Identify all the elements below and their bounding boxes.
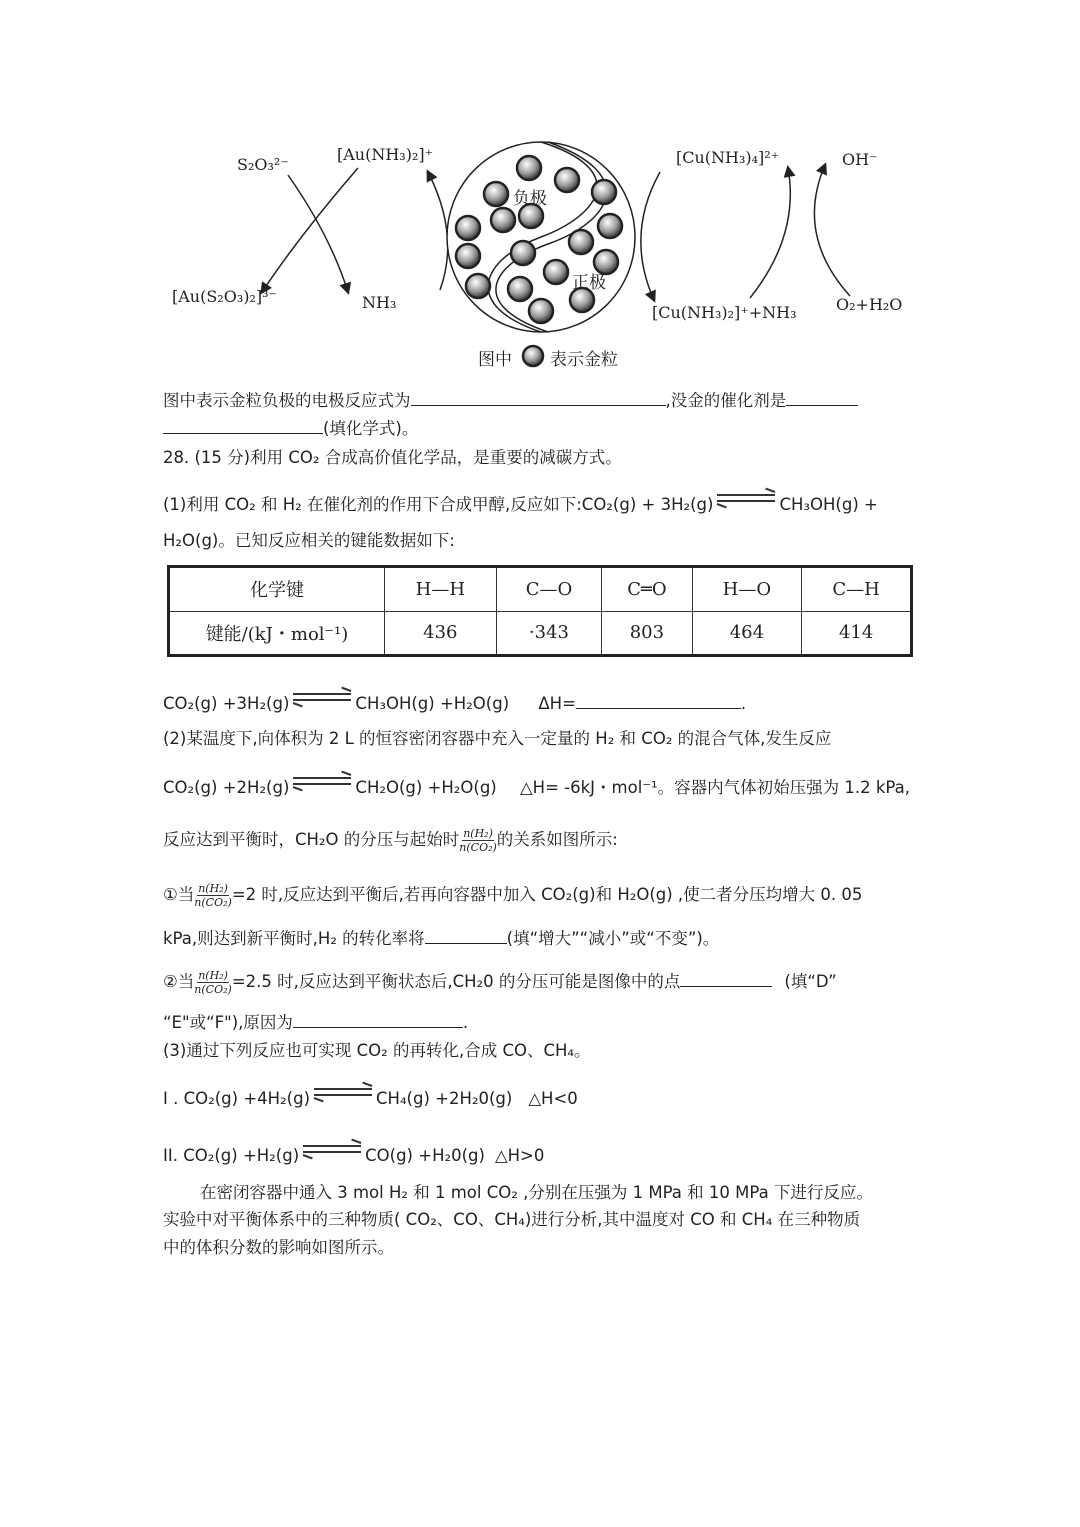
table-cell: 436 [385,611,497,656]
bond-energy-table [167,565,913,657]
answer-blank-conversion[interactable] [425,927,507,944]
answer-blank-catalyst[interactable] [786,389,858,406]
equilibrium-arrow-icon [301,1142,363,1156]
text: ΔH= [538,694,576,713]
reaction-1 [163,1088,578,1110]
text: 图中表示金粒负极的电极反应式为 [163,391,411,410]
text: (1)利用 CO₂ 和 H₂ 在催化剂的作用下合成甲醇,反应如下:CO₂(g) + 3H₂(g) [163,495,714,514]
q28-p2b [163,827,618,854]
text: . [462,1013,469,1032]
ratio-fraction [194,882,232,909]
q28-p4-line3: 中的体积分数的影响如图所示。 [163,1238,394,1257]
text: CO₂(g) +2H₂(g) [163,778,290,797]
q28-s2 [163,969,837,996]
text: (填化学式)。 [323,419,419,438]
label-cu-diammine: [Cu(NH₃)₂]⁺+NH₃ [652,303,797,322]
table-header: 化学键 [169,567,385,612]
fraction-numerator: n(H₂) [198,882,228,895]
gold-particle-cluster [447,142,635,366]
fraction-denominator: n(CO₂) [194,896,232,909]
q28-p4-line1: 在密闭容器中通入 3 mol H₂ 和 1 mol CO₂ ,分别在压强为 1 MPa 和 10 MPa 下进行反应。 [200,1183,873,1202]
q28-p4-line2: 实验中对平衡体系中的三种物质( CO₂、CO、CH₄)进行分析,其中温度对 CO 和 CH₄ 在三种物质 [163,1210,861,1229]
table-cell: 464 [692,611,802,656]
text: CO(g) +H₂0(g) [365,1146,485,1165]
q28-p1c: H₂O(g)。已知反应相关的键能数据如下: [163,531,455,550]
q27-line2 [163,417,418,440]
eq1: CO₂(g) +3H₂(g) CH₃OH(g) +H₂O(g) ΔH= . [163,692,746,715]
left-cross-arrows [262,168,358,292]
ratio-fraction [194,969,232,996]
table-header: C—H [802,567,912,612]
q28-s1c [163,927,719,950]
label-au-thiosulfate: [Au(S₂O₃)₂]³⁻ [172,287,278,306]
answer-blank-point[interactable] [680,970,772,987]
text: CH₃OH(g) + [779,495,878,514]
table-header: H—O [692,567,802,612]
answer-blank-catalyst-cont[interactable] [163,417,323,434]
reaction-2 [163,1145,544,1167]
text: CH₃OH(g) +H₂O(g) [355,694,510,713]
text: ①当 [163,885,195,904]
text: △H<0 [528,1089,578,1108]
gold-particle-legend-icon [523,346,543,366]
label-o2-h2o: O₂+H₂O [836,295,903,314]
q28-p1 [163,494,878,516]
text: =2.5 时,反应达到平衡状态后,CH₂0 的分压可能是图像中的点 [231,972,681,991]
table-row [169,567,912,612]
caption-pre: 图中 [478,350,512,370]
answer-blank-reason[interactable] [293,1011,463,1028]
table-cell: 键能/(kJ・mol⁻¹) [169,611,385,656]
table-cell: 803 [602,611,692,656]
text: CO₂(g) +3H₂(g) [163,694,290,713]
text: △H= -6kJ・mol⁻¹。容器内气体初始压强为 1.2 kPa, [519,778,910,797]
label-anode: 负极 [513,189,547,209]
label-thiosulfate: S₂O₃²⁻ [237,155,289,174]
label-cu-tetraammine: [Cu(NH₃)₄]²⁺ [676,148,780,167]
text: 的关系如图所示: [496,830,618,849]
right-cross-arrows [750,165,850,298]
equilibrium-arrow-icon [312,1085,374,1099]
text: (填“D” [784,972,837,991]
fraction-denominator: n(CO₂) [459,841,497,854]
text: II. CO₂(g) +H₂(g) [163,1146,300,1165]
ratio-fraction [459,827,497,854]
label-cathode: 正极 [572,273,606,293]
text: ②当 [163,972,195,991]
answer-blank-dh[interactable] [576,692,741,709]
q28-p2: (2)某温度下,向体积为 2 L 的恒容密闭容器中充入一定量的 H₂ 和 CO₂ 的混合气体,发生反应 [163,729,832,748]
label-hydroxide: OH⁻ [842,150,878,169]
q28-s1 [163,882,862,909]
table-row [169,611,912,656]
q28-s2d [163,1011,468,1034]
equilibrium-arrow-icon [715,491,777,505]
table-header: H—H [385,567,497,612]
anode-arrow [428,172,448,290]
table-cell: 414 [802,611,912,656]
text: kPa,则达到新平衡时,H₂ 的转化率将 [163,929,425,948]
table-header: C—O [496,567,602,612]
equilibrium-arrow-icon [291,774,353,788]
q28-title: 28. (15 分)利用 CO₂ 合成高价值化学品，是重要的减碳方式。 [163,448,622,467]
text: (填“增大”“减小”或“不变”)。 [506,929,720,948]
text: CH₄(g) +2H₂0(g) [376,1089,513,1108]
label-au-ammine: [Au(NH₃)₂]⁺ [337,145,434,164]
fraction-numerator: n(H₂) [198,969,228,982]
caption-post: 表示金粒 [550,350,618,370]
table-header: C═O [602,567,692,612]
fraction-numerator: n(H₂) [463,827,493,840]
fraction-denominator: n(CO₂) [194,983,232,996]
table-cell: ·343 [496,611,602,656]
answer-blank-electrode-reaction[interactable] [411,389,666,406]
text: “E"或“F"),原因为 [163,1013,293,1032]
q27-line1 [163,389,858,412]
text: =2 时,反应达到平衡后,若再向容器中加入 CO₂(g)和 H₂O(g) ,使二者分压均增大 0. 05 [231,885,863,904]
text: CH₂O(g) +H₂O(g) [355,778,497,797]
text: ,没金的催化剂是 [665,391,787,410]
eq2 [163,777,910,799]
text: 反应达到平衡时，CH₂O 的分压与起始时 [163,830,460,849]
label-nh3: NH₃ [362,293,397,312]
text: I . CO₂(g) +4H₂(g) [163,1089,311,1108]
cathode-arrow [641,172,660,300]
text: △H>0 [494,1146,545,1165]
q28-p3: (3)通过下列反应也可实现 CO₂ 的再转化,合成 CO、CH₄。 [163,1041,591,1060]
equilibrium-arrow-icon [291,690,353,704]
